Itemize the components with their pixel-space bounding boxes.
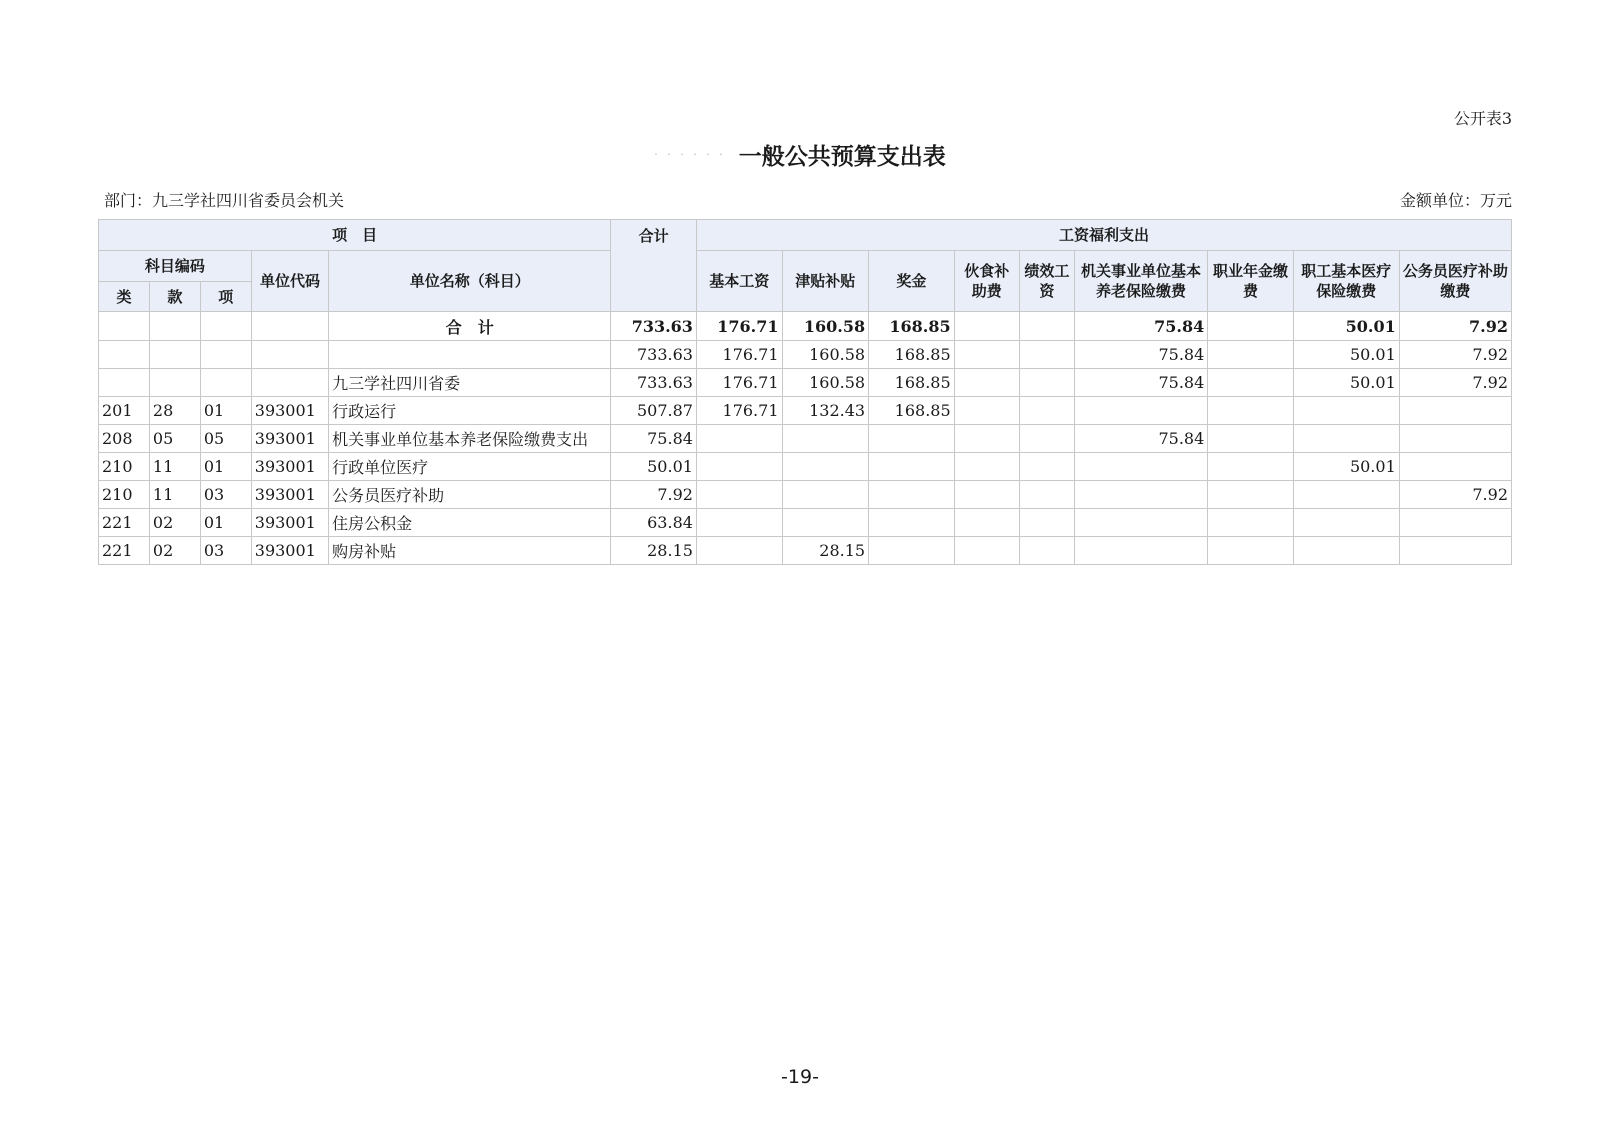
- cell-basic-salary: [696, 537, 782, 565]
- cell-allowance: 132.43: [782, 397, 869, 425]
- cell-performance-pay: [1019, 509, 1074, 537]
- cell-xiang: 01: [200, 509, 251, 537]
- cell-medical-insurance: [1293, 397, 1399, 425]
- cell-lei: 201: [99, 397, 150, 425]
- total-cell-medical-insurance: 50.01: [1293, 312, 1399, 341]
- cell-pension: [1074, 537, 1207, 565]
- table-row: [99, 397, 1512, 425]
- currency-unit-label: 金额单位：万元: [1399, 191, 1512, 210]
- cell-annuity: [1208, 341, 1294, 369]
- cell-unit-code: 393001: [251, 397, 328, 425]
- cell-annuity: [1208, 397, 1294, 425]
- cell-kuan: 11: [149, 453, 200, 481]
- header-xiang: 项: [200, 282, 251, 312]
- header-civil-servant-medical: 公务员医疗补助缴费: [1399, 251, 1511, 312]
- cell-annuity: [1208, 425, 1294, 453]
- header-bonus: 奖金: [869, 251, 955, 312]
- cell-pension: 75.84: [1074, 425, 1207, 453]
- cell-allowance: 160.58: [782, 369, 869, 397]
- cell-pension: [1074, 509, 1207, 537]
- cell-annuity: [1208, 537, 1294, 565]
- cell-allowance: 160.58: [782, 341, 869, 369]
- cell-unit-name: 公务员医疗补助: [329, 481, 611, 509]
- cell-total: 50.01: [611, 453, 697, 481]
- page-title: 一般公共预算支出表: [738, 144, 946, 170]
- cell-medical-insurance: [1293, 425, 1399, 453]
- cell-meal-subsidy: [954, 481, 1019, 509]
- cell-unit-code: 393001: [251, 481, 328, 509]
- header-pension: 机关事业单位基本养老保险缴费: [1074, 251, 1207, 312]
- cell-kuan: [149, 369, 200, 397]
- cell-civil-servant-medical: [1399, 453, 1511, 481]
- cell-pension: [1074, 397, 1207, 425]
- cell-kuan: 11: [149, 481, 200, 509]
- cell-unit-name: 行政运行: [329, 397, 611, 425]
- cell-performance-pay: [1019, 397, 1074, 425]
- header-wage-welfare: 工资福利支出: [696, 220, 1511, 251]
- cell-annuity: [1208, 481, 1294, 509]
- total-cell-performance-pay: [1019, 312, 1074, 341]
- cell-kuan: 02: [149, 537, 200, 565]
- cell-unit-code: 393001: [251, 425, 328, 453]
- cell-bonus: 168.85: [869, 397, 955, 425]
- total-cell-total: 733.63: [611, 312, 697, 341]
- cell-bonus: 168.85: [869, 341, 955, 369]
- total-row: [99, 312, 1512, 341]
- cell-total: 733.63: [611, 341, 697, 369]
- cell-pension: 75.84: [1074, 341, 1207, 369]
- cell-medical-insurance: [1293, 481, 1399, 509]
- cell-meal-subsidy: [954, 509, 1019, 537]
- cell-allowance: [782, 509, 869, 537]
- cell-meal-subsidy: [954, 369, 1019, 397]
- cell-civil-servant-medical: [1399, 509, 1511, 537]
- cell-xiang: 01: [200, 453, 251, 481]
- cell-unit-code: [251, 341, 328, 369]
- cell-basic-salary: 176.71: [696, 397, 782, 425]
- header-meal-subsidy: 伙食补助费: [954, 251, 1019, 312]
- cell-allowance: [782, 425, 869, 453]
- cell-unit-code: 393001: [251, 509, 328, 537]
- header-unit-code: 单位代码: [251, 251, 328, 312]
- cell-lei: 210: [99, 481, 150, 509]
- cell-basic-salary: [696, 481, 782, 509]
- cell-kuan: 28: [149, 397, 200, 425]
- cell-pension: 75.84: [1074, 369, 1207, 397]
- cell-annuity: [1208, 369, 1294, 397]
- form-number: 公开表3: [1453, 109, 1512, 128]
- total-cell-meal-subsidy: [954, 312, 1019, 341]
- cell-performance-pay: [1019, 425, 1074, 453]
- cell-basic-salary: 176.71: [696, 369, 782, 397]
- cell-medical-insurance: 50.01: [1293, 369, 1399, 397]
- table-row: [99, 509, 1512, 537]
- cell-kuan: [149, 341, 200, 369]
- title-dots: · · · · · ·: [654, 148, 726, 161]
- cell-xiang: [200, 341, 251, 369]
- cell-civil-servant-medical: 7.92: [1399, 341, 1511, 369]
- table-row: [99, 453, 1512, 481]
- cell-unit-name: [329, 341, 611, 369]
- cell-kuan: 05: [149, 425, 200, 453]
- cell-bonus: [869, 509, 955, 537]
- cell-bonus: [869, 453, 955, 481]
- cell-unit-name: 行政单位医疗: [329, 453, 611, 481]
- cell-performance-pay: [1019, 369, 1074, 397]
- cell-xiang: 03: [200, 481, 251, 509]
- cell-lei: [99, 369, 150, 397]
- cell-allowance: 28.15: [782, 537, 869, 565]
- cell-allowance: [782, 481, 869, 509]
- cell-unit-name: 九三学社四川省委: [329, 369, 611, 397]
- cell-civil-servant-medical: [1399, 397, 1511, 425]
- cell-basic-salary: [696, 453, 782, 481]
- cell-basic-salary: [696, 509, 782, 537]
- header-item: 项 目: [99, 220, 611, 251]
- cell-performance-pay: [1019, 481, 1074, 509]
- cell-basic-salary: [696, 425, 782, 453]
- cell-unit-name: 住房公积金: [329, 509, 611, 537]
- cell-unit-name: 机关事业单位基本养老保险缴费支出: [329, 425, 611, 453]
- cell-total: 28.15: [611, 537, 697, 565]
- cell-civil-servant-medical: 7.92: [1399, 481, 1511, 509]
- cell-civil-servant-medical: [1399, 537, 1511, 565]
- total-cell-civil-servant-medical: 7.92: [1399, 312, 1511, 341]
- cell-unit-code: 393001: [251, 453, 328, 481]
- cell-meal-subsidy: [954, 537, 1019, 565]
- cell-total: 733.63: [611, 369, 697, 397]
- title-block: [0, 138, 1600, 171]
- cell-medical-insurance: [1293, 509, 1399, 537]
- cell-pension: [1074, 453, 1207, 481]
- cell-kuan: 02: [149, 509, 200, 537]
- total-cell-basic-salary: 176.71: [696, 312, 782, 341]
- cell-annuity: [1208, 509, 1294, 537]
- header-kuan: 款: [149, 282, 200, 312]
- cell-xiang: [200, 369, 251, 397]
- page-number: -19-: [781, 1066, 819, 1088]
- cell-bonus: [869, 537, 955, 565]
- cell-pension: [1074, 481, 1207, 509]
- cell-lei: 210: [99, 453, 150, 481]
- total-cell-allowance: 160.58: [782, 312, 869, 341]
- total-cell-pension: 75.84: [1074, 312, 1207, 341]
- table-row: [99, 369, 1512, 397]
- header-allowance: 津贴补贴: [782, 251, 869, 312]
- cell-unit-name: 购房补贴: [329, 537, 611, 565]
- cell-lei: 221: [99, 509, 150, 537]
- cell-total: 507.87: [611, 397, 697, 425]
- table-row: [99, 425, 1512, 453]
- total-cell-annuity: [1208, 312, 1294, 341]
- department-label: 部门：九三学社四川省委员会机关: [104, 191, 345, 210]
- cell-civil-servant-medical: 7.92: [1399, 369, 1511, 397]
- cell-xiang: 01: [200, 397, 251, 425]
- cell-bonus: [869, 481, 955, 509]
- cell-medical-insurance: [1293, 537, 1399, 565]
- cell-unit-code: [251, 369, 328, 397]
- table-row: [99, 537, 1512, 565]
- header-unit-name: 单位名称（科目）: [329, 251, 611, 312]
- cell-lei: [99, 341, 150, 369]
- header-total: 合计: [611, 220, 697, 312]
- cell-lei: 221: [99, 537, 150, 565]
- header-basic-salary: 基本工资: [696, 251, 782, 312]
- cell-basic-salary: 176.71: [696, 341, 782, 369]
- cell-bonus: 168.85: [869, 369, 955, 397]
- cell-unit-code: 393001: [251, 537, 328, 565]
- cell-lei: 208: [99, 425, 150, 453]
- cell-meal-subsidy: [954, 397, 1019, 425]
- table-body: [99, 341, 1512, 565]
- cell-medical-insurance: 50.01: [1293, 341, 1399, 369]
- cell-civil-servant-medical: [1399, 425, 1511, 453]
- cell-total: 7.92: [611, 481, 697, 509]
- cell-performance-pay: [1019, 341, 1074, 369]
- cell-total: 63.84: [611, 509, 697, 537]
- cell-meal-subsidy: [954, 425, 1019, 453]
- cell-xiang: 05: [200, 425, 251, 453]
- cell-annuity: [1208, 453, 1294, 481]
- cell-bonus: [869, 425, 955, 453]
- cell-performance-pay: [1019, 453, 1074, 481]
- cell-medical-insurance: 50.01: [1293, 453, 1399, 481]
- header-annuity: 职业年金缴费: [1208, 251, 1294, 312]
- cell-performance-pay: [1019, 537, 1074, 565]
- budget-expenditure-table: [98, 219, 1512, 565]
- header-performance-pay: 绩效工资: [1019, 251, 1074, 312]
- total-cell-bonus: 168.85: [869, 312, 955, 341]
- table-row: [99, 481, 1512, 509]
- cell-allowance: [782, 453, 869, 481]
- total-label: 合 计: [329, 312, 611, 341]
- cell-total: 75.84: [611, 425, 697, 453]
- cell-meal-subsidy: [954, 341, 1019, 369]
- cell-xiang: 03: [200, 537, 251, 565]
- header-lei: 类: [99, 282, 150, 312]
- table-row: [99, 341, 1512, 369]
- header-medical-insurance: 职工基本医疗保险缴费: [1293, 251, 1399, 312]
- cell-meal-subsidy: [954, 453, 1019, 481]
- header-subject-code: 科目编码: [99, 251, 252, 282]
